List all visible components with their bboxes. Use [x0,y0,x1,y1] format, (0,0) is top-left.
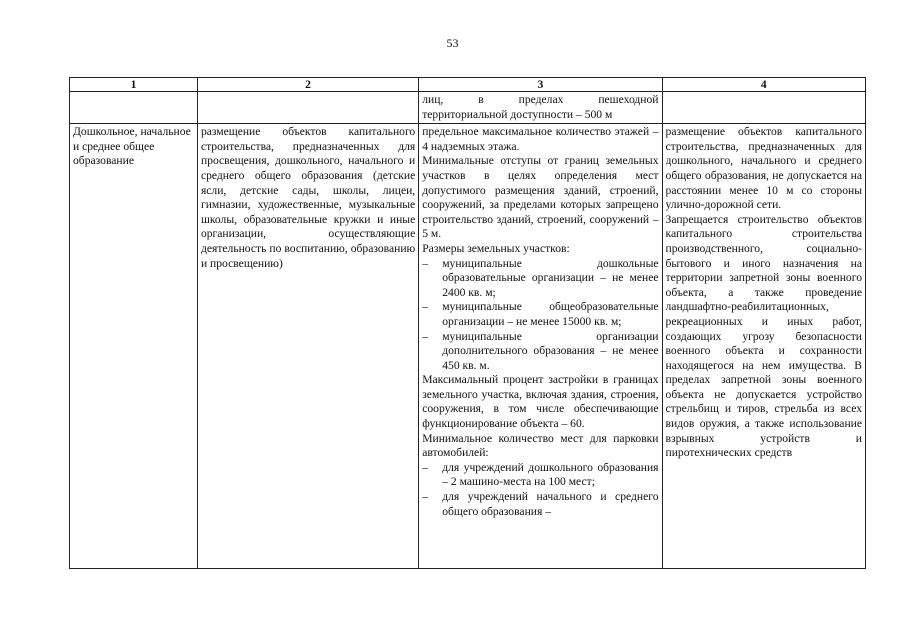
continuation-row [70,92,866,124]
continuation-cell-2 [197,92,418,124]
list-item: – муниципальные организации дополнительного образования – не менее 450 кв. м. [422,330,658,374]
plot-sizes-list [422,257,658,374]
regulations-table [69,77,866,569]
continuation-line-1: лиц, в пределах пешеходной [422,93,659,106]
land-use-description-text: размещение объектов капитального строительства, предназначенных для просвещения, дошкольного, начального и среднего общего образования (детские ясли, детские сады, школы, лицеи, гимназии, художественные, музыкальные школы, образовательные кружки и иные организации, осуществляющие деятельность по воспитанию, образованию и просвещению) [200,125,416,270]
table-row [70,124,866,569]
header-cell-2: 2 [197,78,418,92]
header-cell-3: 3 [419,78,662,92]
land-use-type-cell [70,124,198,569]
coverage-paragraph: Максимальный процент застройки в границах земельного участка, включая здания, строения, сооружения, в том числе обеспечивающие функционирование объекта – 60. [422,373,659,431]
floors-paragraph: предельное максимальное количество этажей – 4 надземных этажа. [422,125,659,153]
header-row [70,78,866,92]
plot-sizes-heading: Размеры земельных участков: [422,241,570,255]
list-item: – муниципальные дошкольные образовательные организации – не менее 2400 кв. м; [422,257,658,301]
land-use-description-cell [197,124,418,569]
continuation-line-2: территориальной доступности – 500 м [422,107,613,121]
list-item: – для учреждений дошкольного образования – 2 машино-места на 100 мест; [422,461,658,490]
continuation-cell-4 [662,92,865,124]
page-number: 53 [446,36,459,50]
setback-restriction-paragraph: размещение объектов капитального строительства, предназначенных для дошкольного, начального и среднего общего образования, не допускается на расстоянии менее 10 м со стороны улично-дорожной сети. [665,125,862,212]
list-item: – муниципальные общеобразовательные организации – не менее 15000 кв. м; [422,300,658,329]
parking-list [422,461,658,519]
parameters-cell [419,124,662,569]
header-cell-4: 4 [662,78,865,92]
continuation-cell-3 [419,92,662,124]
list-item: – для учреждений начального и среднего общего образования – [422,490,658,519]
continuation-cell-1 [70,92,198,124]
parking-heading: Минимальное количество мест для парковки автомобилей: [422,431,659,460]
setbacks-paragraph: Минимальные отступы от границ земельных участков в целях определения мест допустимого размещения зданий, строений, сооружений, за пределами которых запрещено строительство зданий, строений, сооружений – 5 м. [422,154,659,241]
header-cell-1: 1 [70,78,198,92]
land-use-type-text: Дошкольное, начальное и среднее общее образование [73,125,191,168]
restrictions-cell [662,124,865,569]
military-zone-paragraph: Запрещается строительство объектов капитального строительства производственного, социально-бытового и иного назначения на территории запретной зоны военного объекта, а также проведение ландшафтно-реабилитационных, рекреационных и иных работ, создающих угрозу безопасности военного объекта и сохранности находящегося на нем имущества. В пределах запретной зоны военного объекта не допускается устройство стрельбищ и тиров, стрельба из всех видов оружия, а также использование взрывных устройств и пиротехнических средств [665,212,862,460]
